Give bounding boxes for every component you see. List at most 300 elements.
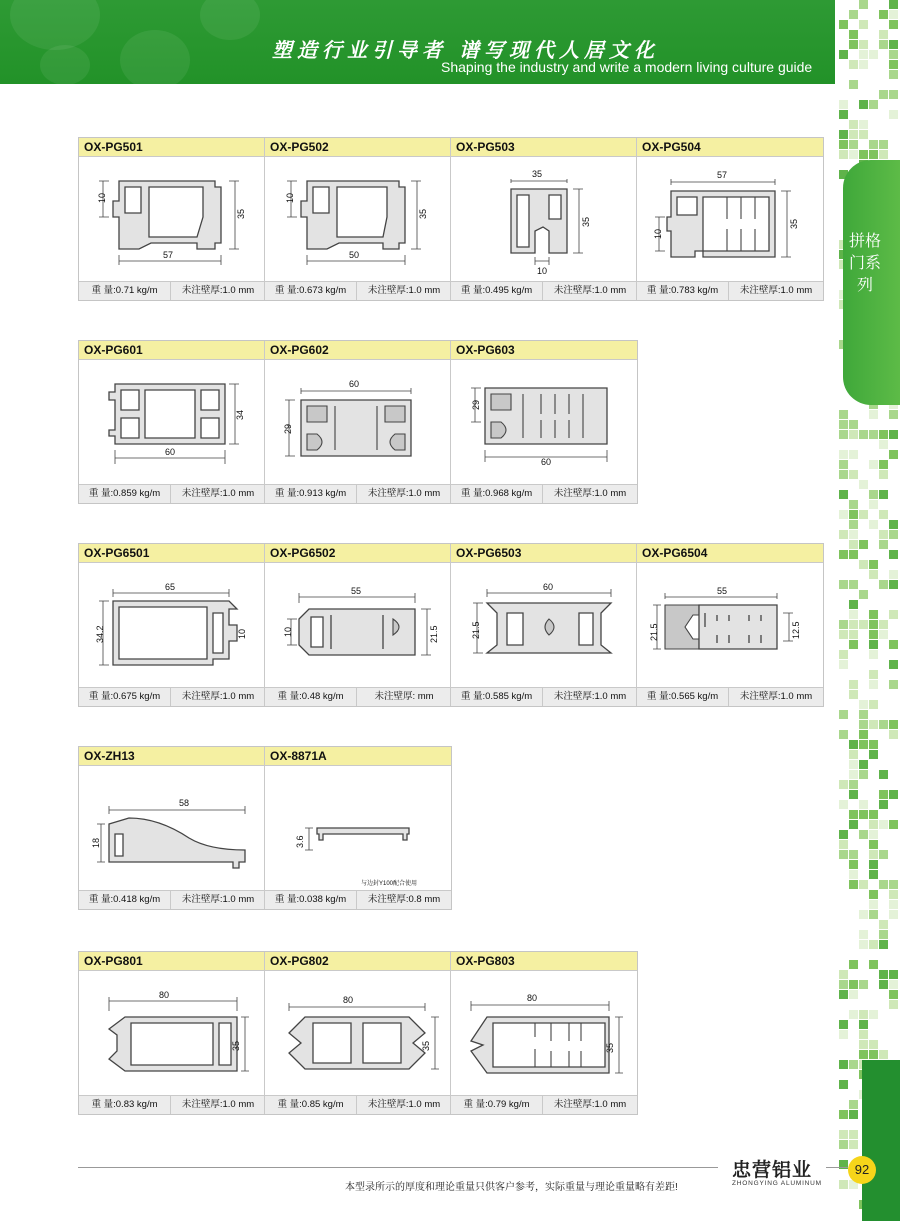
mosaic-square <box>889 820 898 829</box>
spec-row <box>637 281 823 300</box>
mosaic-square <box>839 650 848 659</box>
mosaic-square <box>839 550 848 559</box>
mosaic-square <box>839 1080 848 1089</box>
mosaic-square <box>859 430 868 439</box>
mosaic-square <box>839 110 848 119</box>
mosaic-square <box>839 1110 848 1119</box>
weight-value: 重 量:0.673 kg/m <box>265 282 357 300</box>
profile-code: OX-PG602 <box>265 341 450 360</box>
spec-row <box>451 1095 637 1114</box>
profile-code: OX-PG504 <box>637 138 823 157</box>
profile-drawing <box>265 360 451 484</box>
mosaic-square <box>889 10 898 19</box>
dimension-small: 10 <box>237 628 247 639</box>
spec-row <box>637 687 823 706</box>
mosaic-square <box>859 1020 868 1029</box>
mosaic-square <box>839 1030 848 1039</box>
disclaimer-note: 本型录所示的厚度和理论重量只供客户参考，实际重量与理论重量略有差距! <box>345 1182 678 1193</box>
mosaic-square <box>839 970 848 979</box>
dimension-height: 21.5 <box>471 621 481 639</box>
mosaic-square <box>859 620 868 629</box>
mosaic-square <box>869 560 878 569</box>
weight-value: 重 量:0.48 kg/m <box>265 688 357 706</box>
mosaic-square <box>849 130 858 139</box>
thickness-value: 未注壁厚: mm <box>374 691 434 702</box>
profile-drawing <box>265 766 451 890</box>
mosaic-square <box>879 490 888 499</box>
mosaic-square <box>879 770 888 779</box>
mosaic-square <box>869 1010 878 1019</box>
spec-row <box>265 1095 450 1114</box>
dimension-height: 35 <box>418 208 428 219</box>
dimension-small: 10 <box>537 266 548 276</box>
mosaic-square <box>849 760 858 769</box>
mosaic-square <box>869 840 878 849</box>
mosaic-square <box>849 780 858 789</box>
mosaic-square <box>849 750 858 759</box>
mosaic-square <box>849 430 858 439</box>
profile-code: OX-PG803 <box>451 952 637 971</box>
mosaic-square <box>839 470 848 479</box>
mosaic-square <box>889 660 898 669</box>
mosaic-square <box>879 510 888 519</box>
mosaic-square <box>859 40 868 49</box>
weight-value: 重 量:0.495 kg/m <box>451 282 543 300</box>
mosaic-square <box>839 990 848 999</box>
mosaic-square <box>849 860 858 869</box>
mosaic-square <box>839 1060 848 1069</box>
mosaic-square <box>859 1030 868 1039</box>
dimension-small: 10 <box>285 192 295 203</box>
mosaic-square <box>879 430 888 439</box>
dimension-height: 3.6 <box>295 835 305 848</box>
spec-row <box>451 484 637 503</box>
dimension-height: 21.5 <box>429 625 439 643</box>
thickness-value: 未注壁厚:1.0 mm <box>181 894 255 905</box>
mosaic-square <box>889 680 898 689</box>
dimension-small: 10 <box>653 228 663 239</box>
mosaic-square <box>889 610 898 619</box>
dimension-width: 80 <box>527 993 538 1003</box>
dimension-height: 35 <box>231 1040 241 1051</box>
mosaic-square <box>879 10 888 19</box>
weight-value: 重 量:0.675 kg/m <box>79 688 171 706</box>
mosaic-square <box>859 130 868 139</box>
profile-drawing <box>79 360 265 484</box>
mosaic-square <box>839 50 848 59</box>
thickness-value: 未注壁厚:1.0 mm <box>553 691 627 702</box>
profile-code: OX-ZH13 <box>79 747 264 766</box>
spec-row <box>265 281 450 300</box>
dimension-width: 55 <box>717 586 728 596</box>
mosaic-square <box>879 1050 888 1059</box>
mosaic-square <box>839 980 848 989</box>
thickness-value: 未注壁厚:1.0 mm <box>367 488 441 499</box>
dimension-width: 60 <box>543 582 554 592</box>
mosaic-square <box>889 900 898 909</box>
mosaic-square <box>869 630 878 639</box>
spec-row <box>79 484 264 503</box>
mosaic-square <box>869 610 878 619</box>
mosaic-square <box>889 0 898 9</box>
mosaic-square <box>849 680 858 689</box>
profile-card <box>451 138 637 300</box>
profile-row-1 <box>78 137 824 301</box>
profile-drawing <box>451 360 637 484</box>
mosaic-square <box>879 980 888 989</box>
page-number: 92 <box>848 1156 876 1184</box>
profile-card <box>451 544 637 706</box>
profile-card <box>79 544 265 706</box>
profile-code: OX-PG601 <box>79 341 264 360</box>
profile-code: OX-PG6502 <box>265 544 450 563</box>
mosaic-square <box>859 910 868 919</box>
dimension-width: 60 <box>541 457 552 467</box>
mosaic-square <box>879 850 888 859</box>
mosaic-square <box>859 0 868 9</box>
mosaic-square <box>879 470 888 479</box>
profile-card <box>637 544 823 706</box>
profile-card <box>637 138 823 300</box>
dimension-height: 35 <box>581 216 591 227</box>
mosaic-square <box>849 1010 858 1019</box>
mosaic-square <box>849 500 858 509</box>
mosaic-square <box>869 870 878 879</box>
thickness-value: 未注壁厚:1.0 mm <box>739 691 813 702</box>
mosaic-square <box>889 50 898 59</box>
mosaic-square <box>879 440 888 449</box>
mosaic-square <box>839 850 848 859</box>
spec-row <box>79 687 264 706</box>
profile-card <box>265 952 451 1114</box>
dimension-small: 10 <box>97 192 107 203</box>
mosaic-square <box>879 540 888 549</box>
profile-row-3 <box>78 543 824 707</box>
mosaic-square <box>869 570 878 579</box>
dimension-width: 80 <box>343 995 354 1005</box>
mosaic-square <box>859 930 868 939</box>
spec-row <box>79 281 264 300</box>
profile-drawing <box>451 563 637 687</box>
mosaic-square <box>889 990 898 999</box>
mosaic-square <box>849 820 858 829</box>
mosaic-square <box>869 890 878 899</box>
mosaic-square <box>869 830 878 839</box>
profile-card <box>451 341 637 503</box>
mosaic-square <box>889 430 898 439</box>
thickness-value: 未注壁厚:1.0 mm <box>367 1099 441 1110</box>
mosaic-square <box>839 140 848 149</box>
thickness-value: 未注壁厚:1.0 mm <box>553 1099 627 1110</box>
mosaic-square <box>869 50 878 59</box>
mosaic-square <box>839 490 848 499</box>
mosaic-square <box>839 780 848 789</box>
mosaic-square <box>849 690 858 699</box>
dimension-height: 35 <box>236 208 246 219</box>
profile-card <box>265 341 451 503</box>
dimension-height: 18 <box>91 837 101 848</box>
mosaic-square <box>849 450 858 459</box>
green-corner-bar <box>862 1060 900 1221</box>
mosaic-square <box>869 850 878 859</box>
mosaic-square <box>879 620 888 629</box>
mosaic-square <box>879 580 888 589</box>
mosaic-square <box>839 430 848 439</box>
profile-drawing <box>79 971 265 1095</box>
profile-code: OX-PG6503 <box>451 544 636 563</box>
thickness-value: 未注壁厚:1.0 mm <box>181 285 255 296</box>
spec-row <box>79 1095 264 1114</box>
mosaic-square <box>879 720 888 729</box>
mosaic-square <box>889 70 898 79</box>
mosaic-square <box>849 80 858 89</box>
spec-row <box>451 687 636 706</box>
mosaic-square <box>889 570 898 579</box>
spec-row <box>265 890 451 909</box>
mosaic-square <box>859 590 868 599</box>
mosaic-square <box>869 940 878 949</box>
dimension-height: 29 <box>283 423 293 434</box>
profile-card <box>79 747 265 909</box>
spec-row <box>265 484 450 503</box>
mosaic-square <box>849 1100 858 1109</box>
dimension-width: 35 <box>532 169 543 179</box>
mosaic-square <box>859 740 868 749</box>
spec-row <box>265 687 450 706</box>
mosaic-square <box>849 30 858 39</box>
profile-code: OX-PG603 <box>451 341 637 360</box>
mosaic-square <box>869 1050 878 1059</box>
mosaic-square <box>859 60 868 69</box>
mosaic-square <box>839 620 848 629</box>
mosaic-square <box>859 120 868 129</box>
mosaic-square <box>849 770 858 779</box>
mosaic-square <box>859 760 868 769</box>
profile-drawing <box>637 563 823 687</box>
mosaic-square <box>879 150 888 159</box>
mosaic-square <box>869 910 878 919</box>
mosaic-square <box>839 630 848 639</box>
thickness-value: 未注壁厚:0.8 mm <box>367 894 441 905</box>
mosaic-square <box>849 420 858 429</box>
mosaic-square <box>859 540 868 549</box>
header-banner <box>0 0 835 84</box>
profile-card <box>79 952 265 1114</box>
mosaic-square <box>849 140 858 149</box>
mosaic-square <box>869 740 878 749</box>
mosaic-square <box>849 470 858 479</box>
mosaic-square <box>849 10 858 19</box>
weight-value: 重 量:0.418 kg/m <box>79 891 171 909</box>
thickness-value: 未注壁厚:1.0 mm <box>553 488 627 499</box>
mosaic-square <box>859 50 868 59</box>
weight-value: 重 量:0.85 kg/m <box>265 1096 357 1114</box>
thickness-value: 未注壁厚:1.0 mm <box>739 285 813 296</box>
mosaic-square <box>859 1050 868 1059</box>
dimension-width: 57 <box>163 250 174 260</box>
mosaic-square <box>889 1000 898 1009</box>
profile-code: OX-8871A <box>265 747 451 766</box>
mosaic-square <box>869 680 878 689</box>
mosaic-square <box>849 620 858 629</box>
mosaic-square <box>849 960 858 969</box>
mosaic-square <box>849 850 858 859</box>
dimension-width: 58 <box>179 798 190 808</box>
dimension-width: 60 <box>165 447 176 457</box>
mosaic-square <box>859 980 868 989</box>
mosaic-square <box>879 930 888 939</box>
mosaic-square <box>869 490 878 499</box>
profile-drawing <box>265 563 451 687</box>
mosaic-square <box>879 970 888 979</box>
dimension-width: 55 <box>351 586 362 596</box>
dimension-height: 35 <box>421 1040 431 1051</box>
mosaic-square <box>849 550 858 559</box>
dimension-height: 21.5 <box>649 623 659 641</box>
mosaic-square <box>869 140 878 149</box>
slogan-english: Shaping the industry and write a modern living culture guide <box>441 59 813 75</box>
mosaic-square <box>879 920 888 929</box>
mosaic-square <box>889 880 898 889</box>
mosaic-square <box>859 880 868 889</box>
mosaic-square <box>849 1110 858 1119</box>
mosaic-square <box>839 510 848 519</box>
mosaic-square <box>889 60 898 69</box>
mosaic-square <box>869 960 878 969</box>
weight-value: 重 量:0.83 kg/m <box>79 1096 171 1114</box>
mosaic-square <box>889 20 898 29</box>
mosaic-square <box>859 150 868 159</box>
mosaic-square <box>839 410 848 419</box>
mosaic-square <box>849 980 858 989</box>
mosaic-square <box>879 820 888 829</box>
dimension-height: 35 <box>605 1042 615 1053</box>
mosaic-square <box>889 720 898 729</box>
mosaic-square <box>869 410 878 419</box>
weight-value: 重 量:0.71 kg/m <box>79 282 171 300</box>
mosaic-square <box>869 700 878 709</box>
mosaic-square <box>889 580 898 589</box>
mosaic-square <box>869 820 878 829</box>
weight-value: 重 量:0.585 kg/m <box>451 688 543 706</box>
mosaic-square <box>889 40 898 49</box>
profile-drawing <box>79 563 265 687</box>
mosaic-square <box>889 90 898 99</box>
mosaic-square <box>889 550 898 559</box>
mosaic-square <box>879 90 888 99</box>
mosaic-square <box>849 580 858 589</box>
mosaic-square <box>849 880 858 889</box>
mosaic-square <box>869 900 878 909</box>
profile-drawing <box>451 971 637 1095</box>
profile-drawing <box>451 157 637 281</box>
profile-drawing <box>265 971 451 1095</box>
mosaic-square <box>869 720 878 729</box>
mosaic-square <box>849 1140 858 1149</box>
mosaic-square <box>859 830 868 839</box>
mosaic-square <box>839 840 848 849</box>
mosaic-square <box>839 20 848 29</box>
mosaic-square <box>889 970 898 979</box>
thickness-value: 未注壁厚:1.0 mm <box>181 488 255 499</box>
brand-name-english: ZHONGYING ALUMINUM <box>732 1180 822 1187</box>
spec-row <box>451 281 636 300</box>
profile-row-2 <box>78 340 638 504</box>
mosaic-square <box>849 40 858 49</box>
mosaic-square <box>859 20 868 29</box>
mosaic-square <box>839 710 848 719</box>
mosaic-square <box>859 730 868 739</box>
mosaic-square <box>889 730 898 739</box>
mosaic-square <box>889 410 898 419</box>
weight-value: 重 量:0.79 kg/m <box>451 1096 543 1114</box>
profile-card <box>265 747 451 909</box>
mosaic-square <box>849 1130 858 1139</box>
mosaic-square <box>849 610 858 619</box>
dimension-height: 34.2 <box>95 625 105 643</box>
mosaic-square <box>889 450 898 459</box>
profile-code: OX-PG801 <box>79 952 264 971</box>
mosaic-square <box>849 60 858 69</box>
mosaic-square <box>889 980 898 989</box>
mosaic-square <box>869 1040 878 1049</box>
mosaic-square <box>849 1060 858 1069</box>
profile-row-4 <box>78 746 452 910</box>
profile-code: OX-PG6504 <box>637 544 823 563</box>
mosaic-square <box>849 740 858 749</box>
mosaic-square <box>849 870 858 879</box>
spec-row <box>79 890 264 909</box>
mosaic-square <box>839 830 848 839</box>
weight-value: 重 量:0.038 kg/m <box>265 891 357 909</box>
mosaic-square <box>869 620 878 629</box>
mosaic-square <box>849 120 858 129</box>
category-tab <box>843 160 900 405</box>
mosaic-square <box>849 530 858 539</box>
mosaic-square <box>859 810 868 819</box>
mosaic-square <box>879 630 888 639</box>
weight-value: 重 量:0.859 kg/m <box>79 485 171 503</box>
mosaic-square <box>839 530 848 539</box>
mosaic-square <box>839 420 848 429</box>
mosaic-square <box>859 1040 868 1049</box>
profile-card <box>451 952 637 1114</box>
mosaic-square <box>849 630 858 639</box>
mosaic-square <box>839 450 848 459</box>
thickness-value: 未注壁厚:1.0 mm <box>553 285 627 296</box>
mosaic-square <box>859 560 868 569</box>
mosaic-square <box>879 800 888 809</box>
mosaic-square <box>869 460 878 469</box>
mosaic-square <box>849 640 858 649</box>
dimension-height: 29 <box>471 399 481 410</box>
mosaic-square <box>839 730 848 739</box>
dimension-width: 57 <box>717 170 728 180</box>
mosaic-square <box>839 1140 848 1149</box>
dimension-small: 12.5 <box>791 621 801 639</box>
dimension-small: 10 <box>283 626 293 637</box>
mosaic-square <box>869 500 878 509</box>
mosaic-square <box>859 800 868 809</box>
mosaic-square <box>879 530 888 539</box>
mosaic-square <box>839 1020 848 1029</box>
thickness-value: 未注壁厚:1.0 mm <box>181 691 255 702</box>
profile-card <box>79 341 265 503</box>
thickness-value: 未注壁厚:1.0 mm <box>181 1099 255 1110</box>
profile-drawing <box>265 157 451 281</box>
mosaic-square <box>859 720 868 729</box>
mosaic-square <box>839 1130 848 1139</box>
